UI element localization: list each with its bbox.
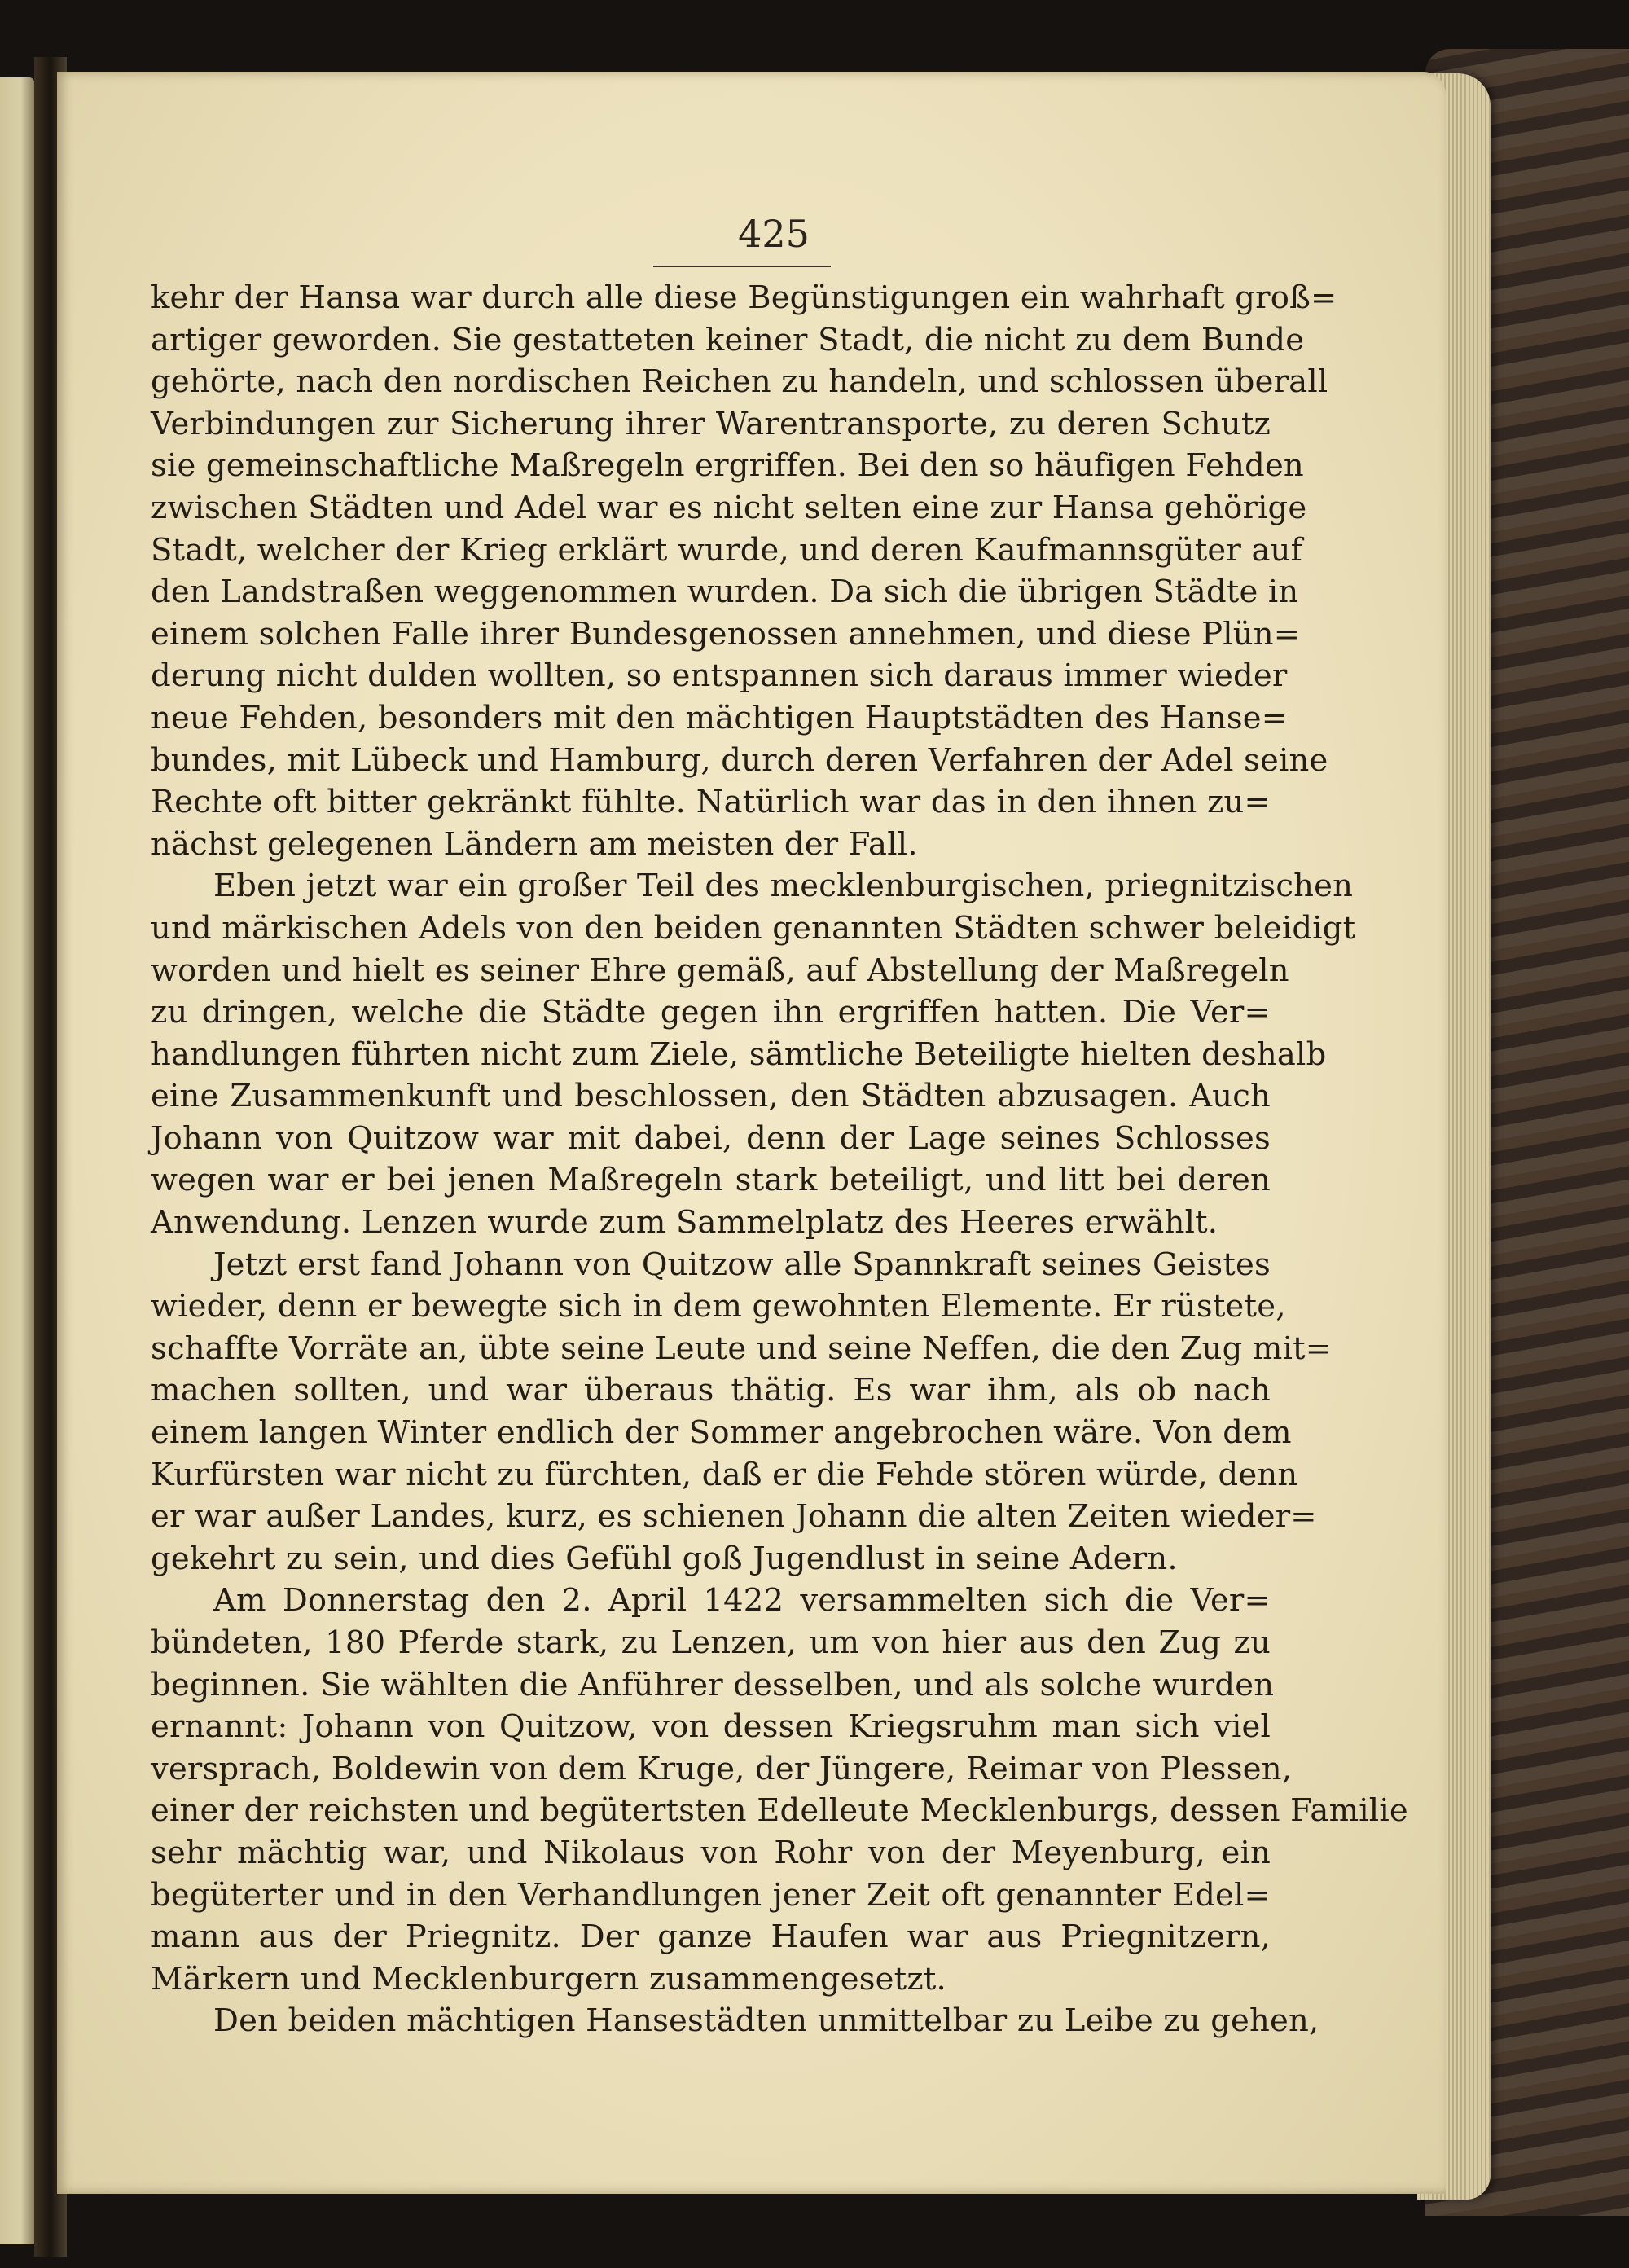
page-body-text (151, 277, 1408, 2042)
text-line: bundes, mit Lübeck und Hamburg, durch deren Verfahren der Adel seine (151, 741, 1328, 779)
text-line: einer der reichsten und begütertsten Edelleute Mecklenburgs, dessen Familie (151, 1792, 1408, 1830)
text-line: Johann von Quitzow war mit dabei, denn der Lage seines Schlosses (151, 1119, 1271, 1157)
text-line: Eben jetzt war ein großer Teil des mecklenburgischen, priegnitzischen (213, 868, 1354, 905)
text-line: schaffte Vorräte an, übte seine Leute und seine Neffen, die den Zug mit= (151, 1330, 1333, 1367)
text-line: zwischen Städten und Adel war es nicht selten eine zur Hansa gehörige (151, 489, 1307, 526)
text-line: Kurfürsten war nicht zu fürchten, daß er die Fehde stören würde, denn (151, 1456, 1298, 1493)
text-line: Stadt, welcher der Krieg erklärt wurde, und deren Kaufmannsgüter auf (151, 531, 1303, 569)
text-line: zu dringen, welche die Städte gegen ihn ergriffen hatten. Die Ver= (151, 994, 1271, 1031)
text-line: wieder, denn er bewegte sich in dem gewohnten Elemente. Er rüstete, (151, 1288, 1286, 1325)
text-line: handlungen führten nicht zum Ziele, sämtliche Beteiligte hielten deshalb (151, 1035, 1327, 1073)
text-line: sie gemeinschaftliche Maßregeln ergriffen. Bei den so häufigen Fehden (151, 447, 1304, 485)
text-line: mann aus der Priegnitz. Der ganze Haufen war aus Priegnitzern, (151, 1919, 1271, 1956)
book-page (57, 72, 1446, 2194)
text-line: kehr der Hansa war durch alle diese Begünstigungen ein wahrhaft groß= (151, 279, 1337, 316)
text-line: nächst gelegenen Ländern am meisten der Fall. (151, 825, 918, 863)
text-line: gekehrt zu sein, und dies Gefühl goß Jugendlust in seine Adern. (151, 1540, 1178, 1577)
text-line: worden und hielt es seiner Ehre gemäß, auf Abstellung der Maßregeln (151, 952, 1289, 989)
text-line: eine Zusammenkunft und beschlossen, den Städten abzusagen. Auch (151, 1078, 1271, 1115)
text-line: beginnen. Sie wählten die Anführer desselben, und als solche wurden (151, 1666, 1275, 1703)
text-line: Jetzt erst fand Johann von Quitzow alle Spannkraft seines Geistes (213, 1246, 1271, 1283)
text-line: sehr mächtig war, und Nikolaus von Rohr von der Meyenburg, ein (151, 1834, 1271, 1871)
text-line: neue Fehden, besonders mit den mächtigen Hauptstädten des Hanse= (151, 699, 1289, 736)
text-line: bündeten, 180 Pferde stark, zu Lenzen, um von hier aus den Zug zu (151, 1624, 1271, 1661)
text-line: Märkern und Mecklenburgern zusammengesetzt. (151, 1960, 946, 1998)
text-line: Verbindungen zur Sicherung ihrer Warentransporte, zu deren Schutz (151, 405, 1271, 442)
text-line: wegen war er bei jenen Maßregeln stark beteiligt, und litt bei deren (151, 1162, 1271, 1199)
text-line: derung nicht dulden wollten, so entspannen sich daraus immer wieder (151, 657, 1288, 695)
text-line: machen sollten, und war überaus thätig. Es war ihm, als ob nach (151, 1372, 1271, 1409)
text-line: Anwendung. Lenzen wurde zum Sammelplatz des Heeres erwählt. (151, 1204, 1218, 1242)
text-line: gehörte, nach den nordischen Reichen zu handeln, und schlossen überall (151, 363, 1328, 401)
text-line: begüterter und in den Verhandlungen jener Zeit oft genannter Edel= (151, 1876, 1271, 1914)
text-line: Rechte oft bitter gekränkt fühlte. Natürlich war das in den ihnen zu= (151, 784, 1271, 821)
text-line: versprach, Boldewin von dem Kruge, der Jüngere, Reimar von Plessen, (151, 1750, 1293, 1787)
text-line: einem langen Winter endlich der Sommer angebrochen wäre. Von dem (151, 1414, 1292, 1452)
text-line: einem solchen Falle ihrer Bundesgenossen annehmen, und diese Plün= (151, 615, 1301, 653)
text-line: Am Donnerstag den 2. April 1422 versammelten sich die Ver= (213, 1582, 1271, 1620)
text-line: artiger geworden. Sie gestatteten keiner Stadt, die nicht zu dem Bunde (151, 321, 1305, 358)
text-line: und märkischen Adels von den beiden genannten Städten schwer beleidigt (151, 909, 1356, 947)
previous-page-edge (0, 77, 34, 2244)
text-line: er war außer Landes, kurz, es schienen Johann die alten Zeiten wieder= (151, 1498, 1317, 1536)
page-number-rule (653, 266, 831, 267)
text-line: Den beiden mächtigen Hansestädten unmittelbar zu Leibe zu gehen, (213, 2002, 1319, 2040)
page-number: 425 (738, 212, 810, 256)
text-line: den Landstraßen weggenommen wurden. Da sich die übrigen Städte in (151, 574, 1299, 611)
text-line: ernannt: Johann von Quitzow, von dessen Kriegsruhm man sich viel (151, 1708, 1271, 1746)
